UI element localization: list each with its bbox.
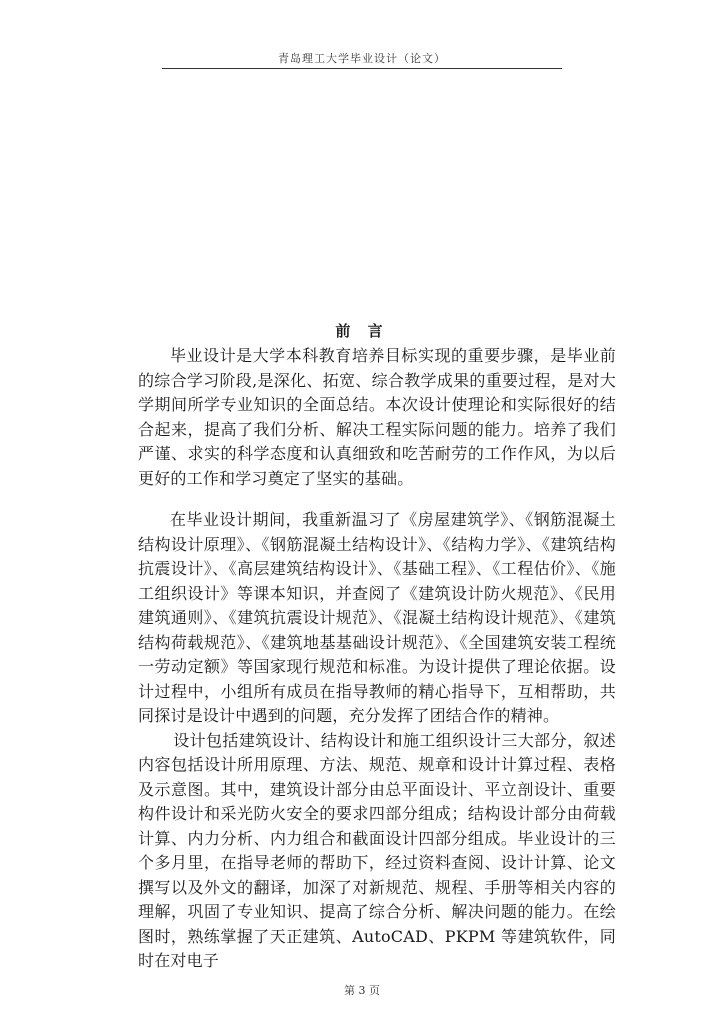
- section-title: 前 言: [335, 322, 389, 340]
- paragraph-2: 在毕业设计期间，我重新温习了《房屋建筑学》、《钢筋混凝土结构设计原理》、《钢筋混凝土结构设计》、《结构力学》、《建筑结构抗震设计》、《高层建筑结构设计》、《基础工程》、《工程估价》、《施工组织设计》等课本知识，并查阅了《建筑设计防火规范》、《民用建筑通则》、《建筑抗震设计规范》、《混凝土结构设计规范》、《建筑结构荷载规范》、《建筑地基基础设计规范》、《全国建筑安装工程统一劳动定额》等国家现行规范和标准。为设计提供了理论依据。设计过程中，小组所有成员在指导教师的精心指导下，互相帮助，共同探讨是设计中遇到的问题，充分发挥了团结合作的精神。: [138, 510, 616, 725]
- paragraph-1: 毕业设计是大学本科教育培养目标实现的重要步骤，是毕业前的综合学习阶段,是深化、拓宽、综合教学成果的重要过程，是对大学期间所学专业知识的全面总结。本次设计使理论和实际很好的结合起来，提高了我们分析、解决工程实际问题的能力。培养了我们严谨、求实的科学态度和认真细致和吃苦耐劳的工作作风，为以后更好的工作和学习奠定了坚实的基础。: [138, 346, 616, 488]
- body-text: [138, 344, 616, 974]
- paragraph-3: 设计包括建筑设计、结构设计和施工组织设计三大部分，叙述内容包括设计所用原理、方法、规范、规章和设计计算过程、表格及示意图。其中，建筑设计部分由总平面设计、平立剖设计、重要构件设计和采光防火安全的要求四部分组成；结构设计部分由荷载计算、内力分析、内力组合和截面设计四部分组成。毕业设计的三个多月里，在指导老师的帮助下，经过资料查阅、设计计算、论文撰写以及外文的翻译，加深了对新规范、规程、手册等相关内容的理解，巩固了专业知识、提高了综合分析、解决问题的能力。在绘图时，熟练掌握了天正建筑、AutoCAD、PKPM 等建筑软件，同时在对电子: [138, 730, 616, 970]
- page-header-title: 青岛理工大学毕业设计（论文）: [278, 52, 446, 65]
- page-number: 第 3 页: [344, 984, 380, 997]
- header-divider: [162, 68, 562, 69]
